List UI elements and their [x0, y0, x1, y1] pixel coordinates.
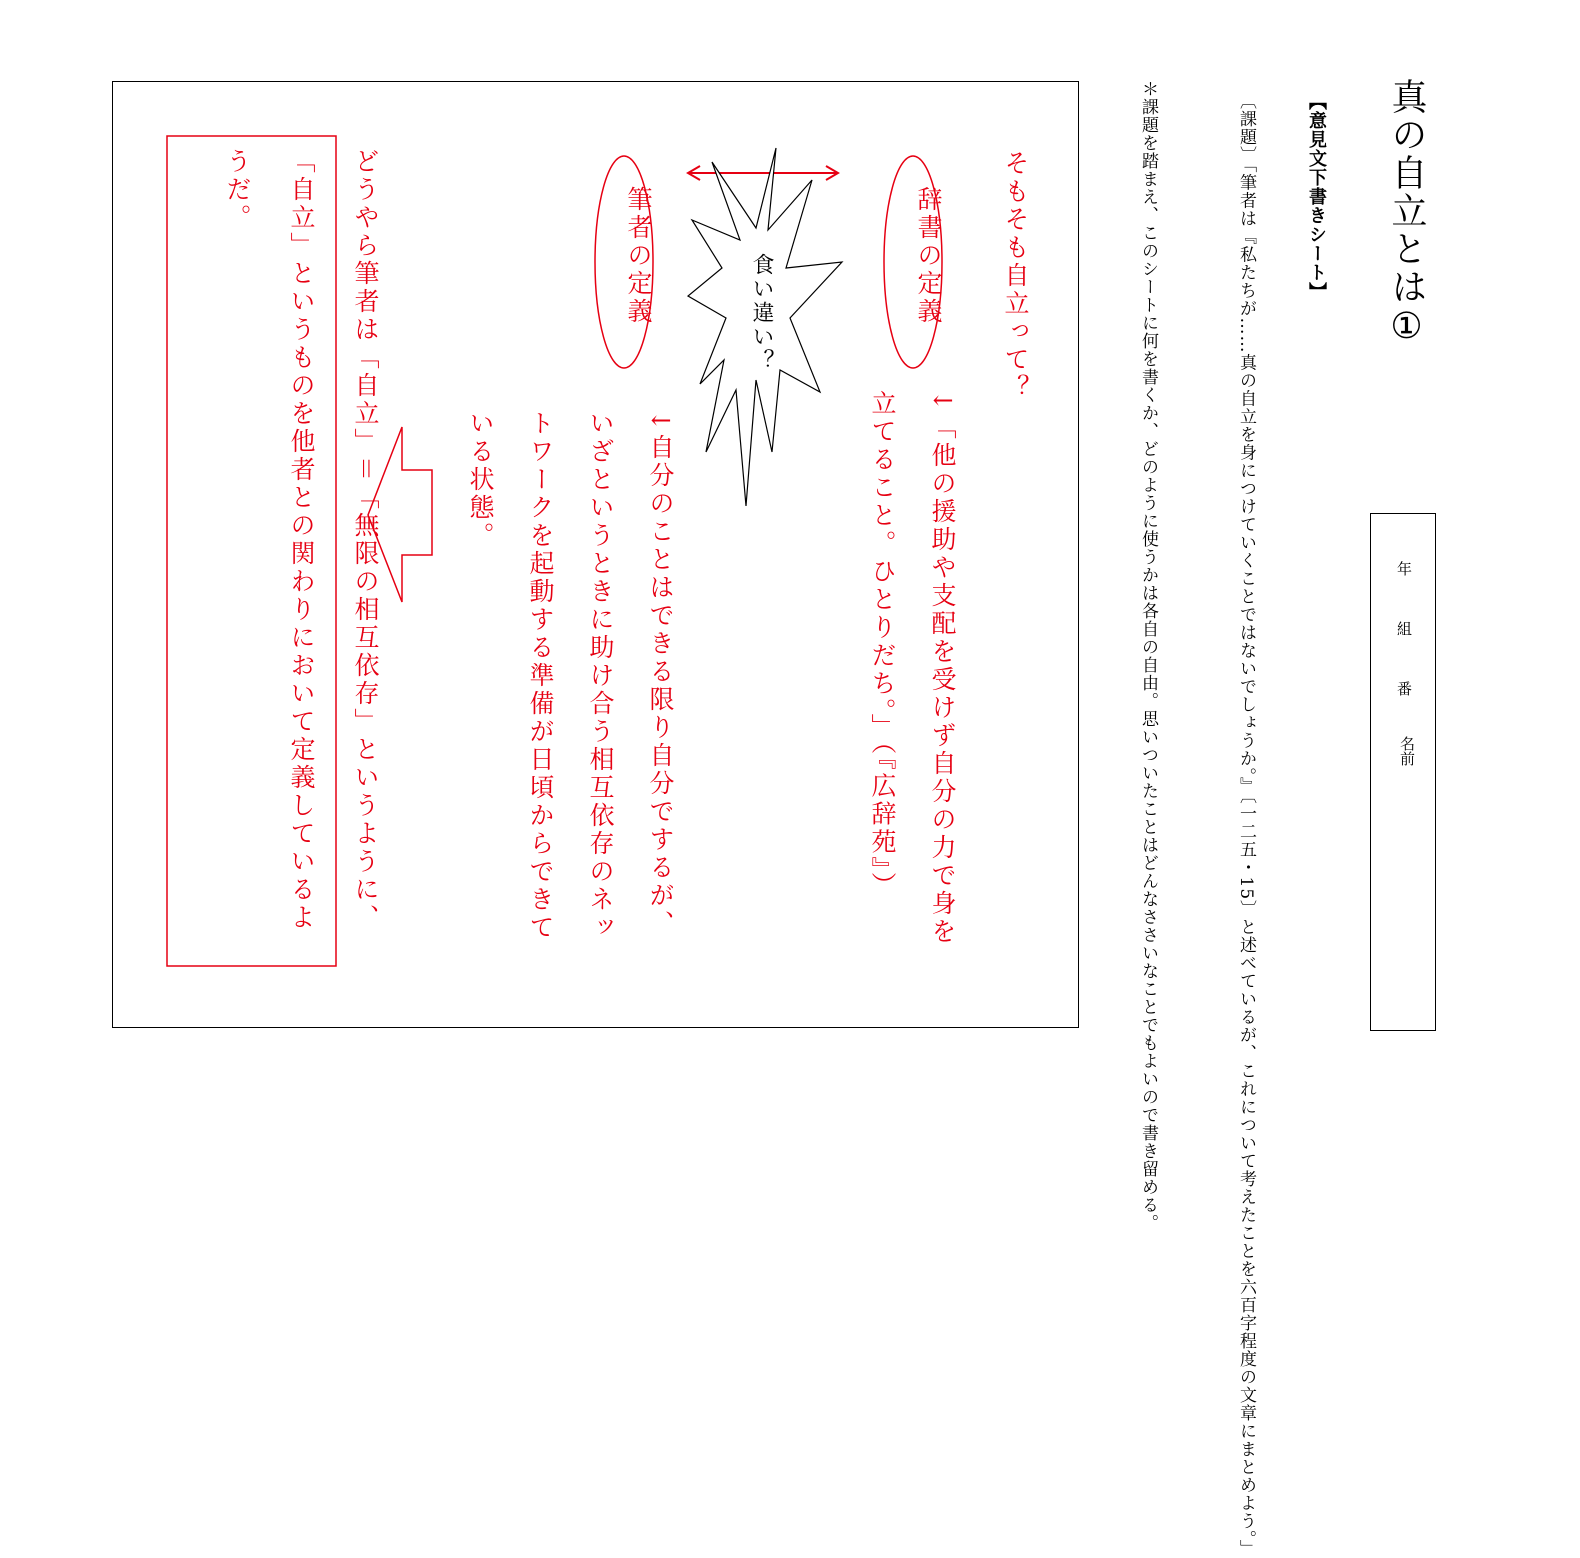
- sheet-subtitle: 【意見文下書きシート】: [1306, 92, 1327, 301]
- name-label: 名前: [1398, 736, 1416, 766]
- year-label: 年: [1397, 560, 1413, 578]
- conclusion-note: どうやら筆者は「自立」＝「無限の相互依存」というように、「自立」というものを他者との関わりにおいて定義しているようだ。: [223, 148, 380, 933]
- instruction-note: ＊課題を踏まえ、このシートに何を書くか、どのように使うかは各自の自由。思いついたことはどんなささいなことでもよいので書き留める。: [1138, 80, 1158, 1232]
- double-arrow: [688, 166, 838, 180]
- clash-label: 食い違い？: [749, 253, 774, 373]
- author-label: 筆者の定義: [624, 186, 653, 326]
- question-note: そもそも自立って？: [1001, 150, 1030, 402]
- dictionary-label: 辞書の定義: [914, 186, 943, 326]
- author-definition: ↓自分のことはできる限り自分でするが、いざというときに助け合う相互依存のネットワークを起動する準備が日頃からできている状態。: [466, 410, 675, 942]
- number-label: 番: [1397, 680, 1413, 698]
- assignment-text: 〔課題〕「筆者は『私たちが……真の自立を身につけていくことではないでしょうか。』〔一二五・15〕と述べているが、これについて考えたことを六百字程度の文章にまとめよう。」: [1236, 92, 1256, 1558]
- dictionary-definition: ↓「他の援助や支配を受けず自分の力で身を立てること。ひとりだち。」（『広辞苑』）: [868, 390, 957, 946]
- page-title: 真の自立とは①: [1386, 78, 1427, 349]
- class-label: 組: [1397, 620, 1413, 638]
